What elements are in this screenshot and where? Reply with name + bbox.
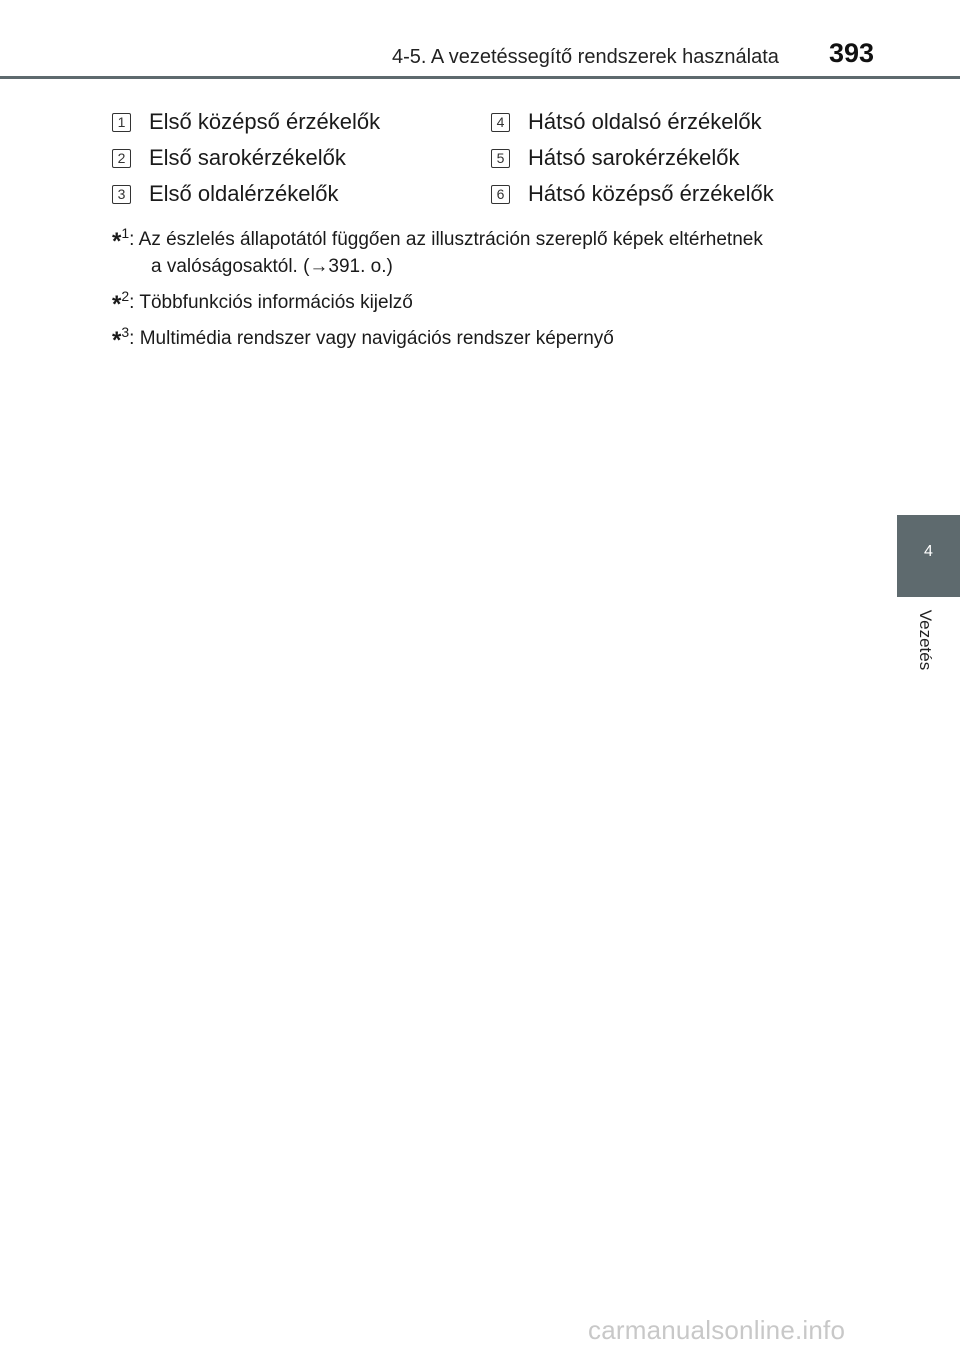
footnote-2 [112,284,413,317]
page-header [0,0,960,80]
chapter-number: 4 [924,543,933,560]
legend-item-1 [112,107,380,137]
legend-label-5: Hátsó sarokérzékelők [528,145,740,170]
header-rule [0,76,960,79]
footnote-text: : Multimédia rendszer vagy navigációs rendszer képernyő [129,328,614,349]
number-badge-1: 1 [112,113,131,132]
legend-label-6: Hátsó középső érzékelők [528,181,774,206]
page-number: 393 [829,38,875,68]
number-badge-5: 5 [491,149,510,168]
footnote-star: * [112,228,122,255]
legend-label-2: Első sarokérzékelők [149,145,346,170]
footnote-star: * [112,291,122,318]
chapter-label: Vezetés [916,609,935,671]
legend-item-3 [112,179,339,209]
footnote-marker: 1 [121,225,130,241]
footnote-marker: 3 [121,324,130,340]
number-badge-6: 6 [491,185,510,204]
footnote-3 [112,320,614,353]
legend-item-6 [491,179,774,209]
footnote-1 [112,221,763,279]
watermark: carmanualsonline.info [588,1315,846,1345]
footnote-text: : Az észlelés állapotától függően az illusztráción szereplő képek eltérhetnek [129,229,763,250]
legend-label-1: Első középső érzékelők [149,109,381,134]
chapter-tab [897,515,960,597]
number-badge-4: 4 [491,113,510,132]
legend-label-3: Első oldalérzékelők [149,181,339,206]
section-title: 4-5. A vezetéssegítő rendszerek használata [392,46,779,68]
legend-item-5 [491,143,740,173]
footnote-text: : Többfunkciós információs kijelző [129,292,413,313]
footnote-marker: 2 [121,288,130,304]
number-badge-2: 2 [112,149,131,168]
legend-item-4 [491,107,762,137]
legend-label-4: Hátsó oldalsó érzékelők [528,109,762,134]
number-badge-3: 3 [112,185,131,204]
footnote-continuation: a valóságosaktól. (→391. o.) [151,256,393,277]
legend-item-2 [112,143,346,173]
footnote-star: * [112,327,122,354]
